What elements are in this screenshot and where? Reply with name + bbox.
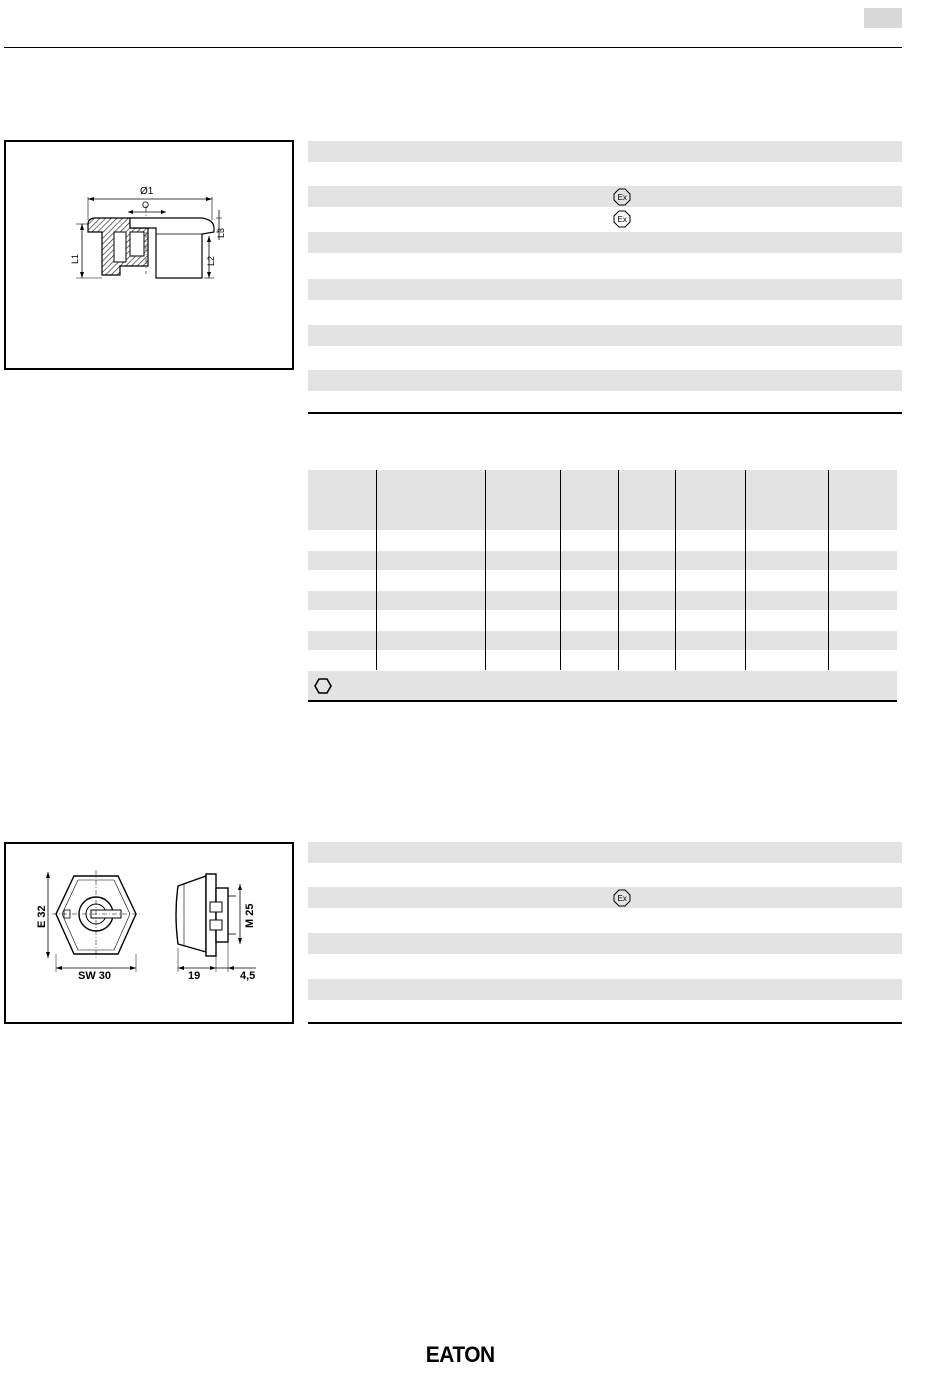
- ex-icon: [613, 889, 631, 907]
- table-row: [308, 631, 897, 650]
- column-divider: [485, 470, 486, 670]
- column-divider: [618, 470, 619, 670]
- dim-label-e: E 32: [36, 905, 48, 928]
- ex-icon: [613, 210, 631, 228]
- hexagon-wrench-icon: [314, 678, 332, 694]
- dim-label-d1: Ø1: [140, 186, 154, 197]
- column-divider: [675, 470, 676, 670]
- dim-label-l3: L3: [216, 227, 226, 238]
- table-row: [308, 370, 902, 391]
- dim-label-m: M 25: [244, 903, 256, 928]
- table-header: [308, 470, 897, 530]
- svg-text:Ex: Ex: [617, 193, 627, 202]
- hex-plug-views-svg: [6, 844, 296, 1026]
- drawing-blanking-plug: [4, 140, 294, 370]
- table-row: [308, 933, 902, 954]
- table-row: [308, 325, 902, 346]
- plug-section-svg: [6, 142, 296, 372]
- table-row: [308, 141, 902, 162]
- dim-label-o: O: [142, 200, 150, 210]
- column-divider: [745, 470, 746, 670]
- column-divider: [560, 470, 561, 670]
- table-bottom-rule: [308, 700, 897, 702]
- table-bottom-rule: [308, 412, 902, 414]
- eaton-logo: EATON: [425, 1342, 495, 1367]
- svg-text:Ex: Ex: [617, 894, 627, 903]
- dim-label-length: 19: [188, 970, 201, 982]
- table-row: [308, 671, 897, 700]
- dim-label-sw: SW 30: [78, 970, 112, 982]
- table-bottom-rule: [308, 1022, 902, 1024]
- dim-label-l2: L2: [206, 255, 216, 266]
- column-divider: [828, 470, 829, 670]
- svg-text:Ex: Ex: [617, 215, 627, 224]
- table-row: [308, 887, 902, 908]
- table-row: [308, 979, 902, 1000]
- table-row: [308, 551, 897, 570]
- table-row: [308, 591, 897, 610]
- table-row: [308, 842, 902, 863]
- table-row: [308, 232, 902, 253]
- ex-icon: [613, 188, 631, 206]
- section-tab-marker: [864, 8, 902, 28]
- dim-label-thread: 4,5: [240, 970, 256, 982]
- header-rule: [4, 47, 902, 48]
- table-row: [308, 279, 902, 300]
- dim-label-l1: L1: [70, 253, 80, 264]
- drawing-hexagon-plug: [4, 842, 294, 1024]
- table-row: [308, 186, 902, 207]
- column-divider: [376, 470, 377, 670]
